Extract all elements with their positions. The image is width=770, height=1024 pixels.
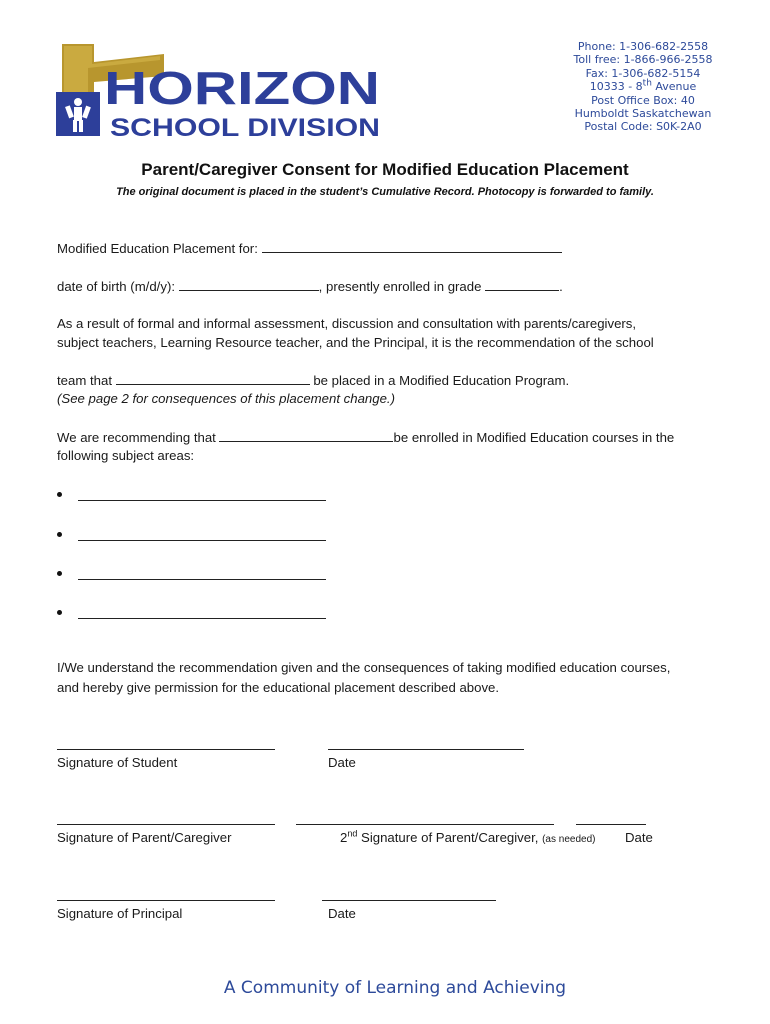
contact-block — [548, 40, 738, 134]
team-student-field[interactable] — [116, 372, 310, 385]
horizon-logo — [52, 40, 388, 142]
student-signature-label: Signature of Student — [57, 755, 178, 770]
dob-line: date of birth (m/d/y): , presently enrolled in grade . — [57, 279, 563, 294]
pobox-text: Post Office Box: 40 — [591, 93, 695, 107]
dob-field[interactable] — [179, 278, 319, 291]
see-page-note: (See page 2 for consequences of this placement change.) — [57, 391, 395, 406]
postal-text: Postal Code: S0K-2A0 — [584, 120, 702, 134]
principal-signature-field[interactable] — [57, 900, 275, 901]
subject-field[interactable] — [78, 606, 326, 619]
subject-item — [57, 488, 326, 501]
bullet-icon — [57, 492, 62, 497]
understand-line1: I/We understand the recommendation given and the consequences of taking modified education courses, — [57, 660, 671, 675]
phone-text: Phone: 1-306-682-2558 — [577, 40, 709, 53]
footer-slogan: A Community of Learning and Achieving — [223, 978, 567, 998]
recommend-student-field[interactable] — [219, 429, 393, 442]
parent-date-field[interactable] — [576, 824, 646, 825]
subject-field[interactable] — [78, 528, 326, 541]
following-line: following subject areas: — [57, 448, 195, 463]
recommending-line: We are recommending that be enrolled in Modified Education courses in the — [57, 430, 675, 445]
subject-field[interactable] — [78, 567, 326, 580]
document-subtitle: The original document is placed in the student’s Cumulative Record. Photocopy is forwarded to family. — [116, 186, 654, 198]
logo-top-text: HORIZON — [104, 62, 380, 114]
student-date-field[interactable] — [328, 749, 524, 750]
second-parent-signature-label: 2nd Signature of Parent/Caregiver, (as needed) — [340, 828, 596, 845]
bullet-icon — [57, 532, 62, 537]
city-text: Humboldt Saskatchewan — [574, 107, 712, 121]
principal-signature-label: Signature of Principal — [57, 906, 183, 921]
para1-line2: subject teachers, Learning Resource teacher, and the Principal, it is the recommendation of the school — [57, 335, 654, 350]
parent-signature-field[interactable] — [57, 824, 275, 825]
student-signature-field[interactable] — [57, 749, 275, 750]
document-title: Parent/Caregiver Consent for Modified Education Placement — [141, 160, 629, 179]
fax-text: Fax: 1-306-682-5154 — [585, 66, 701, 80]
logo-bottom-text: SCHOOL DIVISION — [110, 114, 380, 142]
principal-date-field[interactable] — [322, 900, 496, 901]
address-text: 10333 - 8th Avenue — [589, 78, 697, 94]
parent-date-label: Date — [625, 830, 653, 845]
parent-signature-label: Signature of Parent/Caregiver — [57, 830, 232, 845]
tollfree-text: Toll free: 1-866-966-2558 — [573, 53, 713, 67]
principal-date-label: Date — [328, 906, 356, 921]
subject-item — [57, 606, 326, 619]
subject-item — [57, 528, 326, 541]
bullet-icon — [57, 571, 62, 576]
student-date-label: Date — [328, 755, 356, 770]
student-name-field[interactable] — [262, 240, 562, 253]
para1-line1: As a result of formal and informal assessment, discussion and consultation with parents/caregivers, — [57, 316, 637, 331]
subject-field[interactable] — [78, 488, 326, 501]
team-that-line: team that be placed in a Modified Education Program. — [57, 373, 570, 388]
bullet-icon — [57, 610, 62, 615]
second-parent-signature-field[interactable] — [296, 824, 554, 825]
grade-field[interactable] — [485, 278, 559, 291]
subject-item — [57, 567, 326, 580]
understand-line2: and hereby give permission for the educational placement described above. — [57, 680, 500, 695]
placement-for-line: Modified Education Placement for: — [57, 240, 562, 256]
